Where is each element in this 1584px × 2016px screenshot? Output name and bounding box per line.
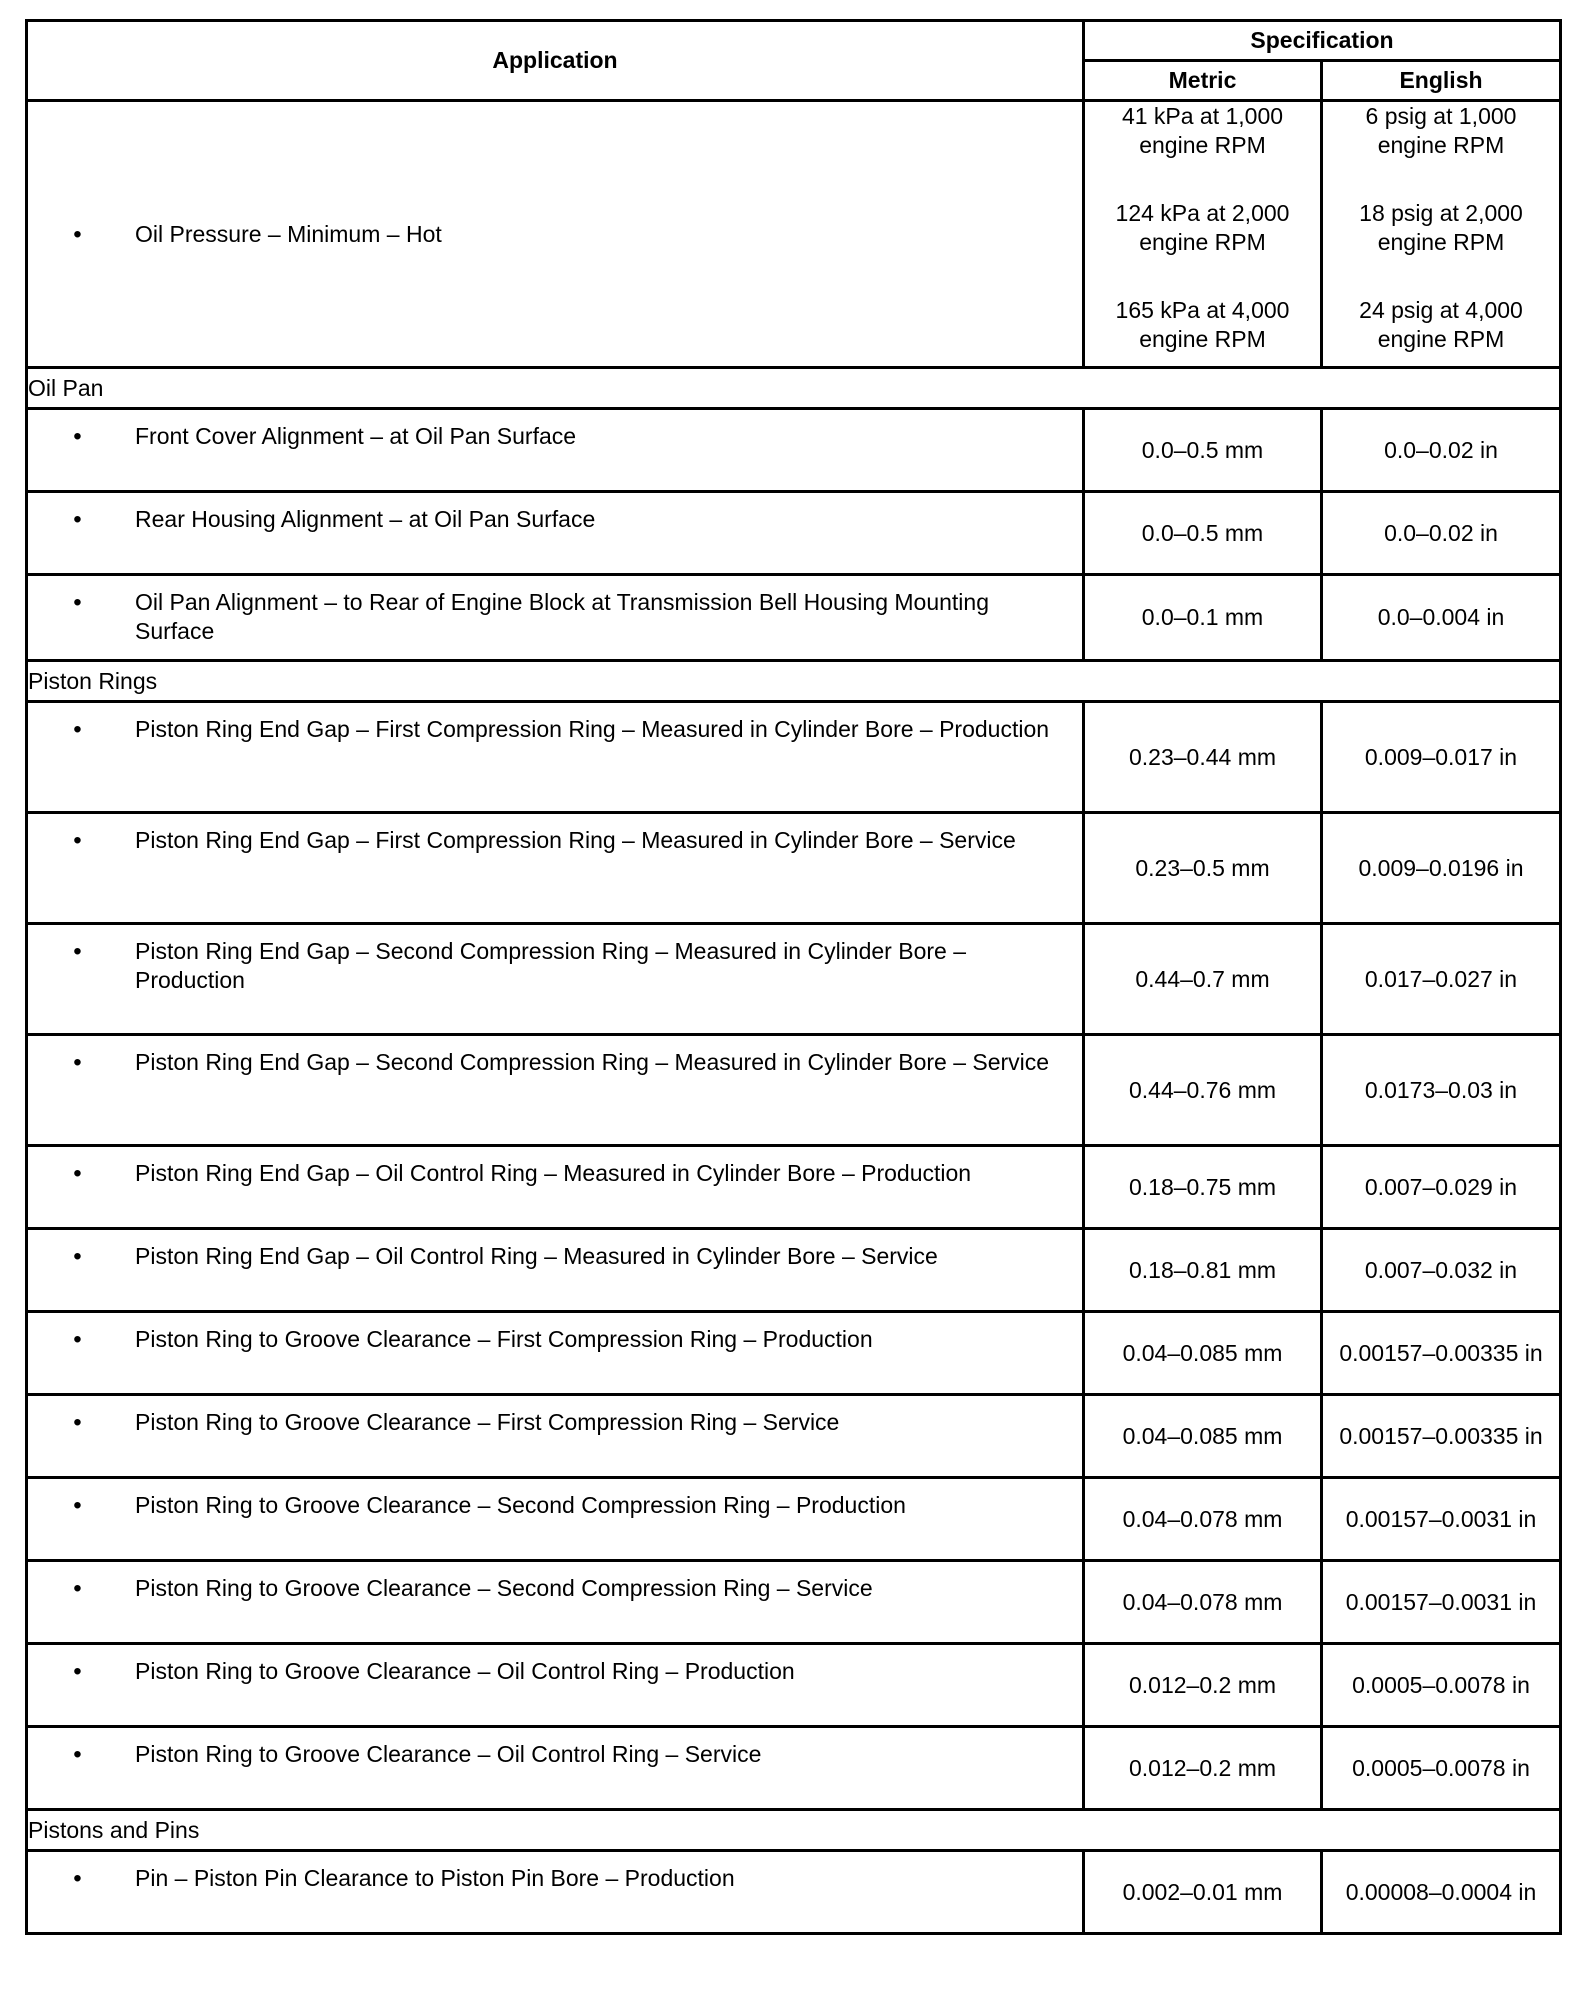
- bullet-icon: [28, 1657, 135, 1686]
- english-value: 0.0005–0.0078 in: [1322, 1727, 1561, 1810]
- metric-value: 0.04–0.078 mm: [1084, 1561, 1322, 1644]
- english-value: 0.00008–0.0004 in: [1322, 1851, 1561, 1934]
- metric-value: 0.04–0.085 mm: [1084, 1395, 1322, 1478]
- english-value: 18 psig at 2,000 engine RPM: [1359, 200, 1523, 255]
- bullet-icon: [28, 1159, 135, 1188]
- bullet-icon: [28, 220, 135, 249]
- application-label: Oil Pressure – Minimum – Hot: [135, 220, 442, 247]
- specification-table: [25, 19, 1562, 1935]
- english-value: 0.00157–0.00335 in: [1322, 1395, 1561, 1478]
- application-label: Piston Ring End Gap – Oil Control Ring – Measured in Cylinder Bore – Service: [135, 1243, 938, 1269]
- application-label: Piston Ring to Groove Clearance – Oil Control Ring – Production: [135, 1658, 795, 1684]
- bullet-icon: [28, 1408, 135, 1437]
- english-value: 0.00157–0.0031 in: [1322, 1561, 1561, 1644]
- metric-value: 0.0–0.1 mm: [1084, 575, 1322, 661]
- metric-value: 0.04–0.078 mm: [1084, 1478, 1322, 1561]
- application-cell: [27, 1644, 1084, 1727]
- application-cell: [27, 702, 1084, 813]
- metric-value: 0.012–0.2 mm: [1084, 1644, 1322, 1727]
- application-cell: [27, 1727, 1084, 1810]
- table-row: [27, 1395, 1561, 1478]
- application-cell: [27, 1146, 1084, 1229]
- application-cell: [27, 101, 1084, 368]
- header-row: [27, 21, 1561, 61]
- table-row: [27, 1851, 1561, 1934]
- metric-value: 0.002–0.01 mm: [1084, 1851, 1322, 1934]
- bullet-icon: [28, 715, 135, 744]
- bullet-icon: [28, 1048, 135, 1077]
- application-label: Piston Ring End Gap – Oil Control Ring – Measured in Cylinder Bore – Production: [135, 1160, 972, 1186]
- application-label: Oil Pan Alignment – to Rear of Engine Block at Transmission Bell Housing Mounting Surface: [135, 589, 989, 644]
- english-value: 0.00157–0.0031 in: [1322, 1478, 1561, 1561]
- table-row: [27, 1727, 1561, 1810]
- application-label: Piston Ring End Gap – First Compression Ring – Measured in Cylinder Bore – Service: [135, 827, 1016, 853]
- section-title: Pistons and Pins: [27, 1810, 1561, 1851]
- metric-header: Metric: [1084, 61, 1322, 101]
- english-value: 0.009–0.017 in: [1322, 702, 1561, 813]
- application-cell: [27, 492, 1084, 575]
- application-label: Rear Housing Alignment – at Oil Pan Surface: [135, 506, 596, 532]
- table-row: [27, 492, 1561, 575]
- table-row: [27, 1561, 1561, 1644]
- english-cell: [1322, 101, 1561, 368]
- application-cell: [27, 1035, 1084, 1146]
- application-label: Piston Ring to Groove Clearance – Second Compression Ring – Service: [135, 1575, 873, 1601]
- english-value: 0.0–0.02 in: [1322, 492, 1561, 575]
- table-row: [27, 409, 1561, 492]
- metric-value: 0.0–0.5 mm: [1084, 492, 1322, 575]
- english-value: 0.007–0.032 in: [1322, 1229, 1561, 1312]
- application-label: Piston Ring to Groove Clearance – Oil Control Ring – Service: [135, 1741, 762, 1767]
- application-label: Piston Ring to Groove Clearance – Second Compression Ring – Production: [135, 1492, 906, 1518]
- application-cell: [27, 1312, 1084, 1395]
- application-label: Piston Ring End Gap – Second Compression Ring – Measured in Cylinder Bore – Production: [135, 938, 966, 993]
- section-row: [27, 368, 1561, 409]
- application-label: Piston Ring End Gap – Second Compression Ring – Measured in Cylinder Bore – Service: [135, 1049, 1050, 1075]
- application-cell: [27, 1561, 1084, 1644]
- application-label: Front Cover Alignment – at Oil Pan Surface: [135, 423, 577, 449]
- application-cell: [27, 1229, 1084, 1312]
- english-value: 0.0–0.02 in: [1322, 409, 1561, 492]
- table-row: [27, 1644, 1561, 1727]
- table-row: [27, 924, 1561, 1035]
- english-value: 0.0173–0.03 in: [1322, 1035, 1561, 1146]
- application-cell: [27, 409, 1084, 492]
- bullet-icon: [28, 826, 135, 855]
- specification-header: Specification: [1084, 21, 1561, 61]
- table-row: [27, 813, 1561, 924]
- bullet-icon: [28, 1740, 135, 1769]
- application-cell: [27, 924, 1084, 1035]
- section-row: [27, 661, 1561, 702]
- bullet-icon: [28, 1491, 135, 1520]
- application-label: Pin – Piston Pin Clearance to Piston Pin Bore – Production: [135, 1865, 735, 1891]
- table-row: [27, 1229, 1561, 1312]
- application-cell: [27, 1395, 1084, 1478]
- metric-value: 124 kPa at 2,000 engine RPM: [1115, 200, 1290, 255]
- metric-value: 0.0–0.5 mm: [1084, 409, 1322, 492]
- metric-value: 0.23–0.44 mm: [1084, 702, 1322, 813]
- table-row: [27, 1035, 1561, 1146]
- table-body: [27, 101, 1561, 1934]
- table-row: [27, 1312, 1561, 1395]
- metric-cell: [1084, 101, 1322, 368]
- english-value: 24 psig at 4,000 engine RPM: [1359, 297, 1523, 352]
- bullet-icon: [28, 1864, 135, 1893]
- bullet-icon: [28, 505, 135, 534]
- bullet-icon: [28, 937, 135, 995]
- bullet-icon: [28, 1325, 135, 1354]
- english-value: 0.0–0.004 in: [1322, 575, 1561, 661]
- bullet-icon: [28, 422, 135, 451]
- application-header: Application: [27, 21, 1084, 101]
- metric-value: 0.18–0.81 mm: [1084, 1229, 1322, 1312]
- table-row: [27, 101, 1561, 368]
- metric-value: 41 kPa at 1,000 engine RPM: [1121, 103, 1284, 158]
- bullet-icon: [28, 1242, 135, 1271]
- section-title: Piston Rings: [27, 661, 1561, 702]
- english-value: 0.009–0.0196 in: [1322, 813, 1561, 924]
- english-value: 0.0005–0.0078 in: [1322, 1644, 1561, 1727]
- metric-value: 165 kPa at 4,000 engine RPM: [1115, 297, 1290, 352]
- table-row: [27, 575, 1561, 661]
- english-header: English: [1322, 61, 1561, 101]
- metric-value: 0.04–0.085 mm: [1084, 1312, 1322, 1395]
- metric-value: 0.012–0.2 mm: [1084, 1727, 1322, 1810]
- bullet-icon: [28, 588, 135, 646]
- application-cell: [27, 575, 1084, 661]
- application-label: Piston Ring End Gap – First Compression Ring – Measured in Cylinder Bore – Production: [135, 716, 1050, 742]
- table-row: [27, 702, 1561, 813]
- english-value: 0.017–0.027 in: [1322, 924, 1561, 1035]
- metric-value: 0.44–0.7 mm: [1084, 924, 1322, 1035]
- english-value: 6 psig at 1,000 engine RPM: [1365, 103, 1517, 158]
- metric-value: 0.23–0.5 mm: [1084, 813, 1322, 924]
- table-row: [27, 1478, 1561, 1561]
- application-cell: [27, 1851, 1084, 1934]
- application-label: Piston Ring to Groove Clearance – First Compression Ring – Service: [135, 1409, 840, 1435]
- metric-value: 0.44–0.76 mm: [1084, 1035, 1322, 1146]
- english-value: 0.00157–0.00335 in: [1322, 1312, 1561, 1395]
- table-row: [27, 1146, 1561, 1229]
- section-title: Oil Pan: [27, 368, 1561, 409]
- application-label: Piston Ring to Groove Clearance – First Compression Ring – Production: [135, 1326, 873, 1352]
- application-cell: [27, 1478, 1084, 1561]
- metric-value: 0.18–0.75 mm: [1084, 1146, 1322, 1229]
- bullet-icon: [28, 1574, 135, 1603]
- section-row: [27, 1810, 1561, 1851]
- application-cell: [27, 813, 1084, 924]
- english-value: 0.007–0.029 in: [1322, 1146, 1561, 1229]
